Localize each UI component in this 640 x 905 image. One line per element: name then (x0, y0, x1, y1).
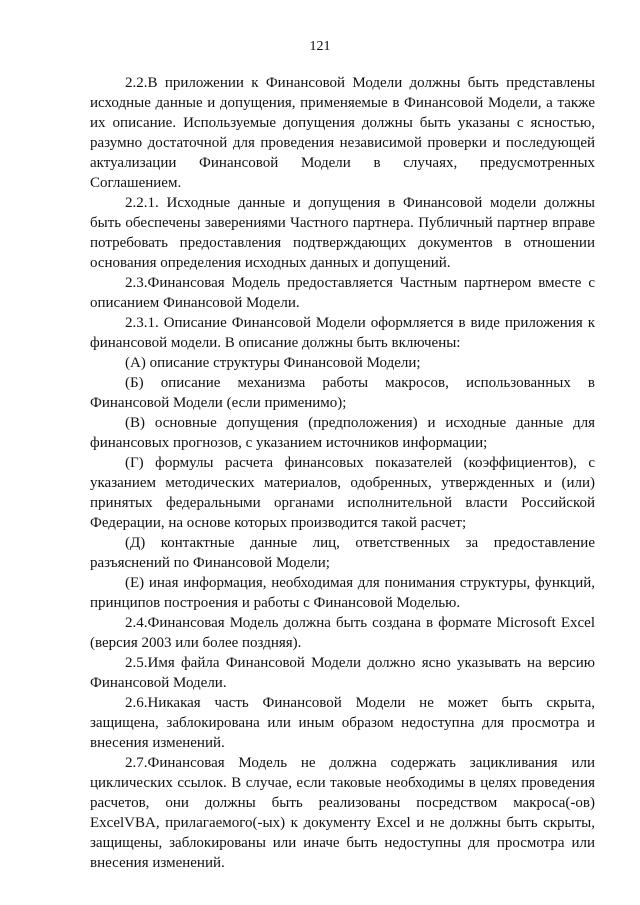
document-body (90, 73, 595, 873)
paragraph-2-6: 2.6.Никакая часть Финансовой Модели не может быть скрыта, защищена, заблокирована или иным образом недоступна для просмотра и внесения изменений. (90, 695, 595, 751)
paragraph-2-3: 2.3.Финансовая Модель предоставляется Частным партнером вместе с описанием Финансовой Модели. (90, 275, 595, 311)
list-item-g: (Г) формулы расчета финансовых показателей (коэффициентов), с указанием методических материалов, одобренных, утвержденных и (или) принятых федеральными органами исполнительной власти Российской Федерации, на основе которых производится такой расчет; (90, 455, 595, 531)
paragraph-2-2: 2.2.В приложении к Финансовой Модели должны быть представлены исходные данные и допущения, применяемые в Финансовой Модели, а также их описание. Используемые допущения должны быть указаны с ясностью, разумно достаточной для проведения независимой проверки и последующей актуализации Финансовой Модели в случаях, предусмотренных Соглашением. (90, 75, 595, 191)
list-item-d: (Д) контактные данные лиц, ответственных за предоставление разъяснений по Финансовой Модели; (90, 535, 595, 571)
list-item-v: (В) основные допущения (предположения) и исходные данные для финансовых прогнозов, с указанием источников информации; (90, 415, 595, 451)
paragraph-2-5: 2.5.Имя файла Финансовой Модели должно ясно указывать на версию Финансовой Модели. (90, 655, 595, 691)
paragraph-2-3-1: 2.3.1. Описание Финансовой Модели оформляется в виде приложения к финансовой модели. В описание должны быть включены: (90, 315, 595, 351)
list-item-a: (А) описание структуры Финансовой Модели; (125, 355, 421, 371)
paragraph-2-2-1: 2.2.1. Исходные данные и допущения в Финансовой модели должны быть обеспечены заверениями Частного партнера. Публичный партнер вправе потребовать предоставления подтверждающих документов в отношении основания определения исходных данных и допущений. (90, 195, 595, 271)
paragraph-2-4: 2.4.Финансовая Модель должна быть создана в формате Microsoft Excel (версия 2003 или более поздняя). (90, 615, 595, 651)
paragraph-2-7: 2.7.Финансовая Модель не должна содержать зацикливания или циклических ссылок. В случае, если таковые необходимы в целях проведения расчетов, они должны быть реализованы посредством макроса(-ов) ExcelVBA, прилагаемого(-ых) к документу Excel и не должны быть скрыты, защищены, заблокированы или иначе быть недоступны для просмотра или внесения изменений. (90, 755, 595, 871)
list-item-b: (Б) описание механизма работы макросов, использованных в Финансовой Модели (если применимо); (90, 375, 595, 411)
list-item-e: (Е) иная информация, необходимая для понимания структуры, функций, принципов построения и работы с Финансовой Моделью. (90, 575, 595, 611)
page-number: 121 (309, 39, 331, 54)
